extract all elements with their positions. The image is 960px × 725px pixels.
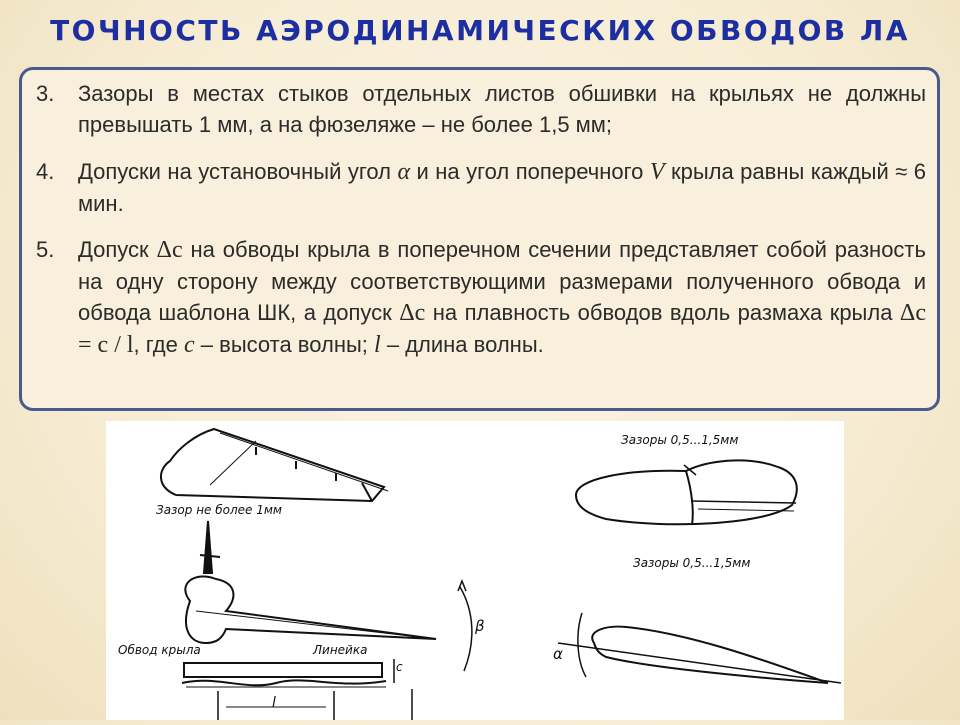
label-c: c: [396, 660, 403, 674]
text-segment: на обводы крыла в поперечном сечении представляет собой разность на одну сторону между соответствующими размерами полученного обвода и обвода шаблона ШК, а допуск: [78, 237, 926, 325]
alpha-symbol: α: [397, 159, 411, 185]
list-item-number: 3.: [36, 81, 55, 106]
ruler-sketch: [182, 659, 412, 720]
list-item-number: 5.: [36, 237, 55, 262]
l-symbol: l: [374, 332, 381, 358]
content-box: [19, 67, 940, 411]
list-item-number: 4.: [36, 159, 55, 184]
formula: Δc = c / l: [78, 300, 926, 358]
label-gaps-top: Зазоры 0,5...1,5мм: [621, 433, 739, 447]
slide-title: ТОЧНОСТЬ АЭРОДИНАМИЧЕСКИХ ОБВОДОВ ЛА: [50, 14, 910, 47]
text-segment: на плавность обводов вдоль размаха крыла: [432, 300, 893, 325]
airfoil-sketch: [558, 613, 841, 683]
list-item: [36, 156, 926, 219]
label-ruler: Линейка: [313, 643, 368, 657]
text-segment: , где: [133, 332, 178, 357]
drawing-svg: [106, 421, 844, 720]
text-segment: и на угол поперечного: [416, 159, 644, 184]
c-symbol: c: [184, 332, 195, 358]
aircraft-front-view: [185, 521, 436, 643]
text-segment: Допуск: [78, 237, 149, 262]
label-beta: β: [475, 617, 485, 635]
list-item: [36, 78, 926, 140]
text-segment: – высота волны;: [200, 332, 368, 357]
list-item-text: [78, 234, 926, 361]
fuselage-sketch: [576, 460, 797, 525]
wing-panel-sketch: [161, 429, 388, 501]
text-segment: крыла равны каждый ≈ 6 мин.: [78, 159, 926, 216]
list-item-text: Зазоры в местах стыков отдельных листов обшивки на крыльях не должны превышать 1 мм, а на фюзеляже – не более 1,5 мм;: [78, 81, 926, 137]
label-l: l: [272, 695, 276, 711]
delta-c-symbol: Δc: [399, 300, 426, 326]
text-segment: Допуски на установочный угол: [78, 159, 391, 184]
text-segment: – длина волны.: [386, 332, 544, 357]
label-gaps-bottom: Зазоры 0,5...1,5мм: [633, 556, 751, 570]
technical-drawing: [106, 421, 844, 720]
label-contour: Обвод крыла: [118, 643, 201, 657]
label-alpha: α: [553, 645, 563, 663]
beta-angle-mark: [458, 581, 472, 671]
list-item: [36, 234, 926, 361]
v-symbol: V: [649, 159, 665, 185]
label-wing-gap: Зазор не более 1мм: [156, 503, 282, 517]
list-item-text: [78, 156, 926, 219]
delta-c-symbol: Δc: [156, 237, 183, 263]
